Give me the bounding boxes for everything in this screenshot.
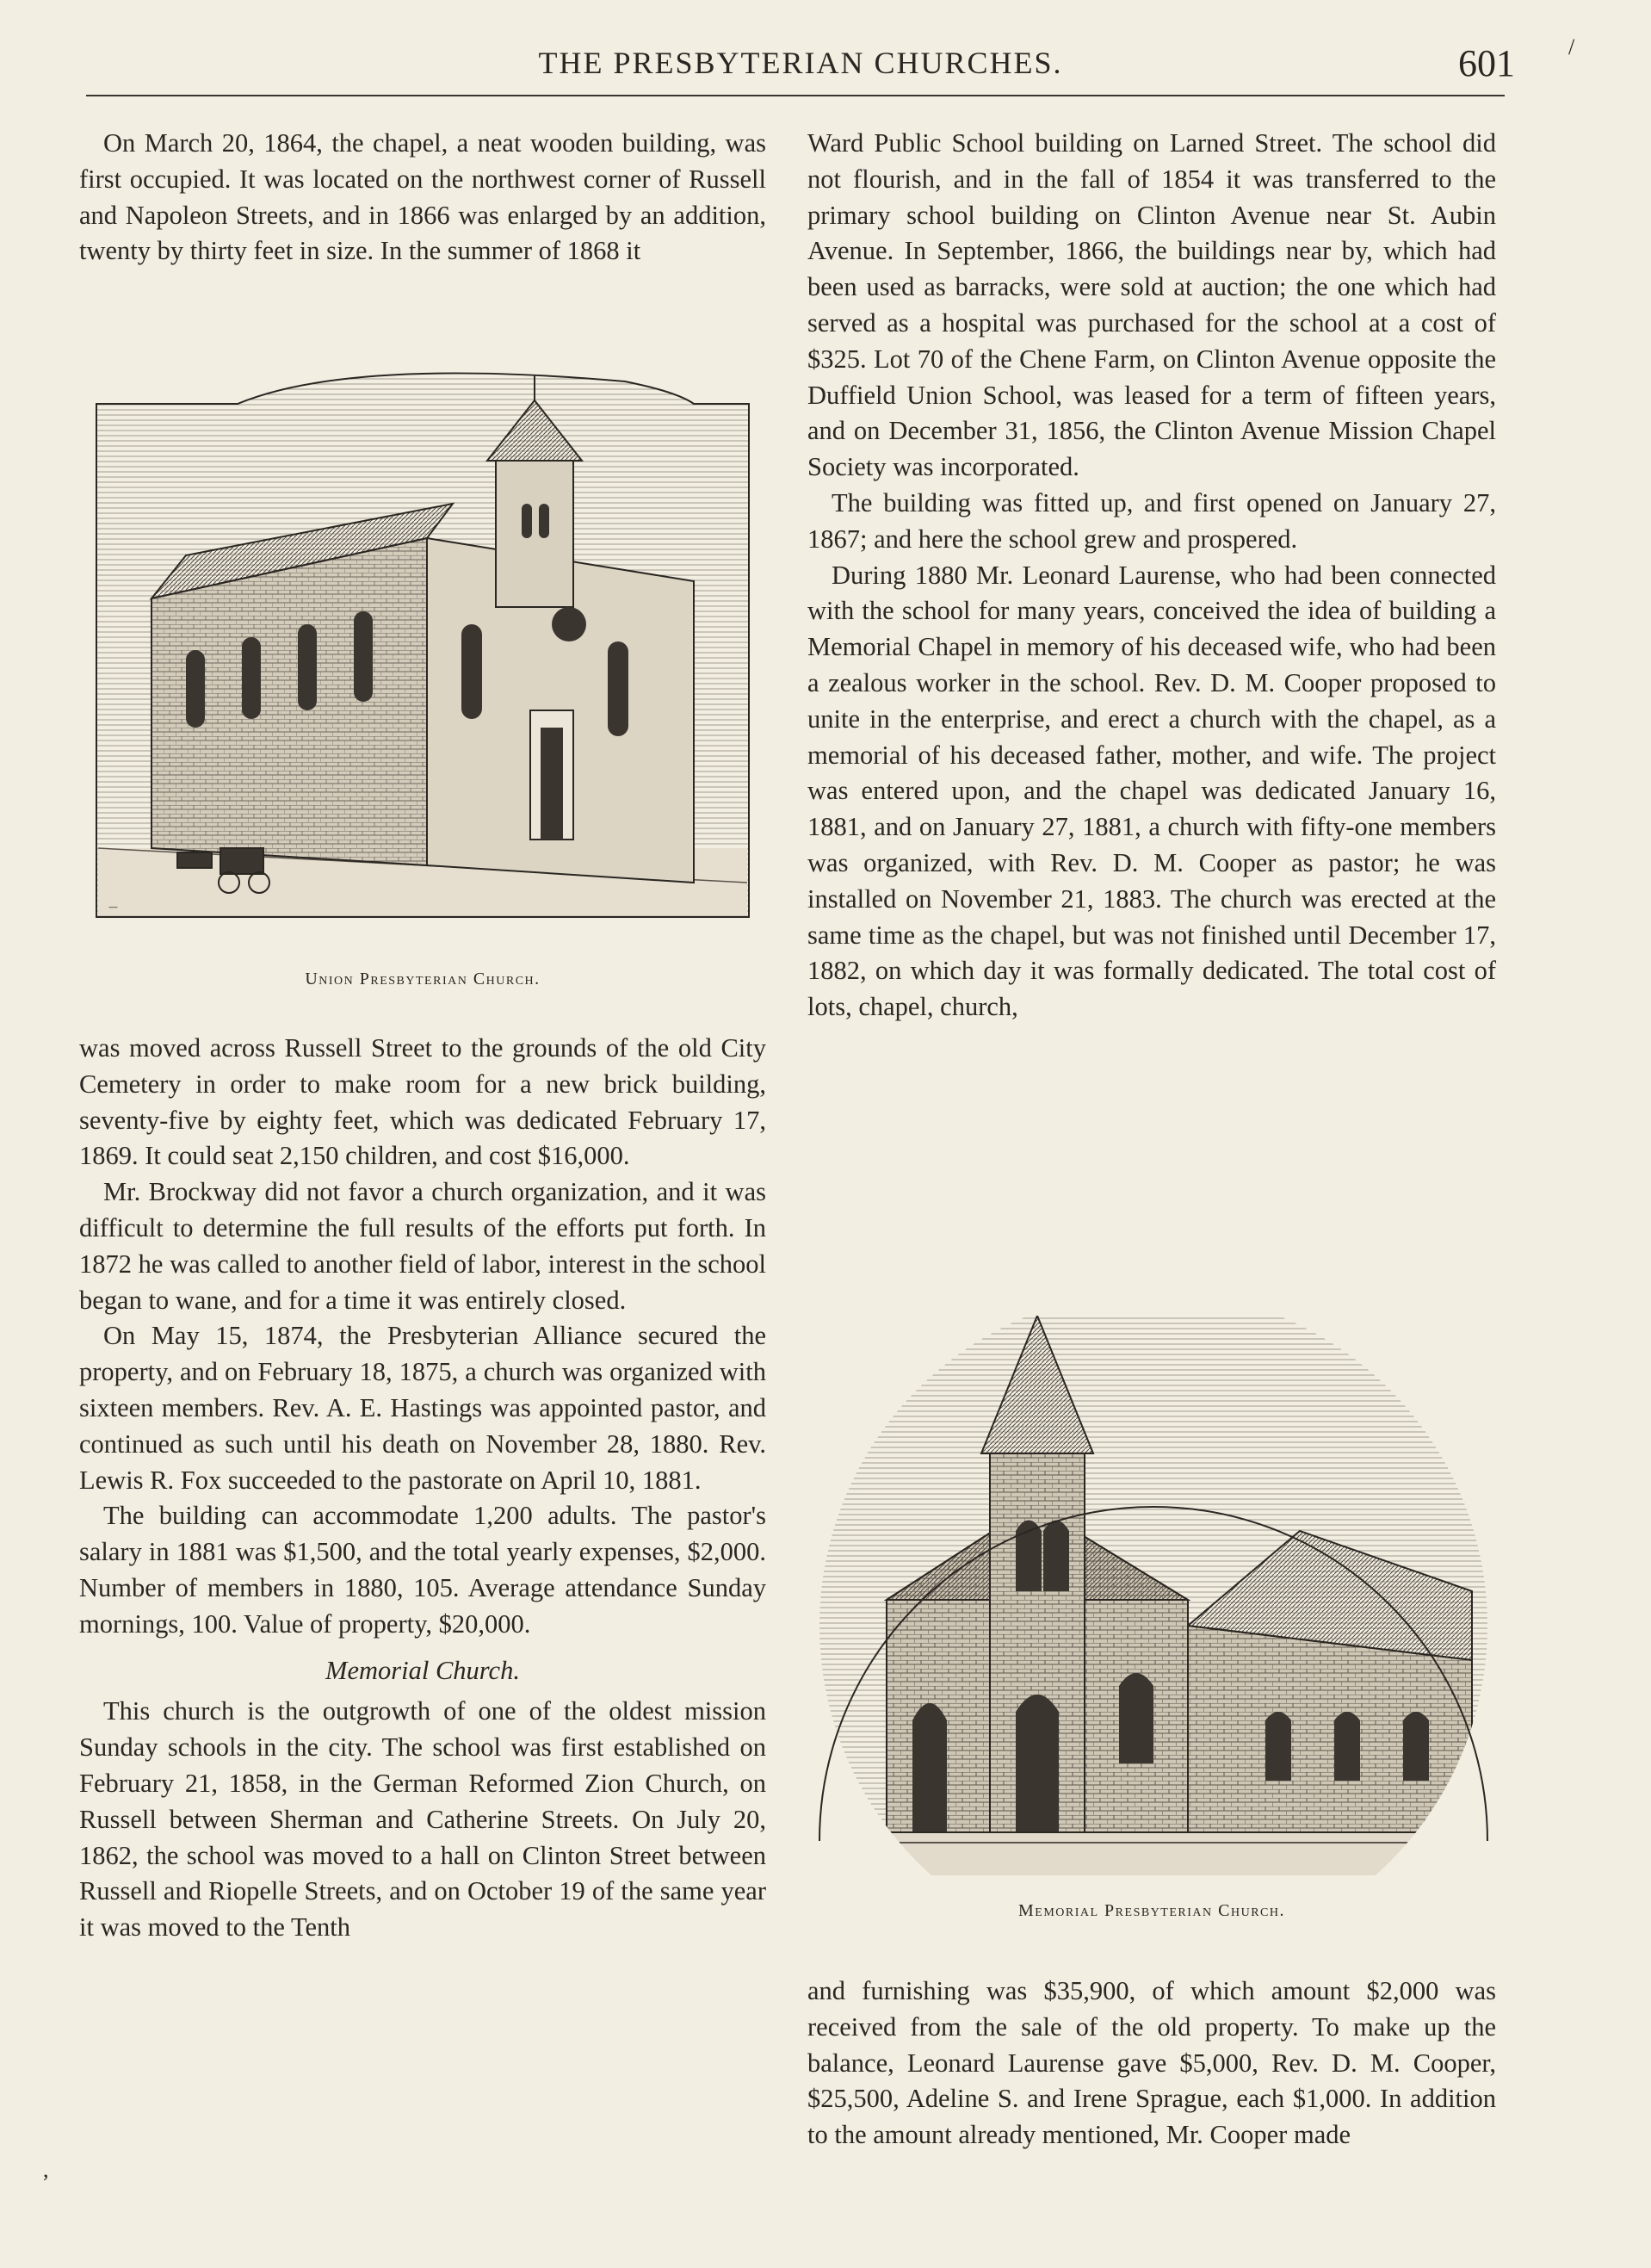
header-rule <box>86 95 1505 96</box>
margin-mark: / <box>1568 34 1575 59</box>
running-head: THE PRESBYTERIAN CHURCHES. <box>538 46 1063 80</box>
left-column-main <box>79 1031 766 1946</box>
paragraph: and furnishing was $35,900, of which amount $2,000 was received from the sale of the old property. To make up the balance, Leonard Laurense gave $5,000, Rev. D. M. Cooper, $25,500, Adeline S. and Irene Sprague, each $1,000. In addition to the amount already mentioned, Mr. Cooper made <box>807 1976 1496 2150</box>
paragraph: On March 20, 1864, the chapel, a neat wooden building, was first occupied. It was located on the northwest corner of Russell and Napoleon Streets, and in 1866 was enlarged by an addition, twenty by thirty feet in size. In the summer of 1868 it <box>79 128 766 266</box>
page-header <box>86 42 1515 96</box>
memorial-church-illustration <box>818 1316 1489 1875</box>
union-church-illustration <box>91 366 754 939</box>
page-number: 601 <box>1458 42 1515 84</box>
paragraph: During 1880 Mr. Leonard Laurense, who had been connected with the school for many years, conceived the idea of building a Memorial Chapel in memory of his deceased wife, who had been a zealous worker in the school. Rev. D. M. Cooper proposed to unite in the enterprise, and erect a church with the chapel, as a memorial of his deceased father, mother, and wife. The project was entered upon, and the chapel was dedicated January 16, 1881, and on January 27, 1881, a church with fifty-one members was organized, with Rev. D. M. Cooper as pastor; he was installed on November 21, 1883. The church was erected at the same time as the chapel, but was not finished until December 17, 1882, on which day it was formally dedicated. The total cost of lots, chapel, church, <box>807 560 1496 1022</box>
margin-mark: , <box>43 2157 49 2182</box>
memorial-church-caption: Memorial Presbyterian Church. <box>1018 1901 1285 1920</box>
union-church-caption: Union Presbyterian Church. <box>305 970 541 988</box>
paragraph: The building was fitted up, and first opened on January 27, 1867; and here the school grew and prospered. <box>807 487 1496 554</box>
section-subheading: Memorial Church. <box>325 1655 520 1685</box>
paragraph: The building can accommodate 1,200 adults. The pastor's salary in 1881 was $1,500, and the total yearly expenses, $2,000. Number of members in 1880, 105. Average attendance Sunday mornings, 100. Value of property, $20,000. <box>79 1501 766 1639</box>
paragraph: was moved across Russell Street to the grounds of the old City Cemetery in order to make room for a new brick building, seventy-five by eighty feet, which was dedicated February 17, 1869. It could seat 2,150 children, and cost $16,000. <box>79 1033 766 1171</box>
paragraph: On May 15, 1874, the Presbyterian Alliance secured the property, and on February 18, 1875, a church was organized with sixteen members. Rev. A. E. Hastings was appointed pastor, and continued as such until his death on November 28, 1880. Rev. Lewis R. Fox succeeded to the pastorate on April 10, 1881. <box>79 1321 766 1495</box>
right-column-bottom <box>807 1974 1496 2153</box>
paragraph: Mr. Brockway did not favor a church organization, and it was difficult to determine the full results of the efforts put forth. In 1872 he was called to another field of labor, interest in the school began to wane, and for a time it was entirely closed. <box>79 1177 766 1315</box>
paragraph: This church is the outgrowth of one of the oldest mission Sunday schools in the city. The school was first established on February 21, 1858, in the German Reformed Zion Church, on Russell between Sherman and Catherine Streets. On July 20, 1862, the school was moved to a hall on Clinton Street between Russell and Riopelle Streets, and on October 19 of the same year it was moved to the Tenth <box>79 1696 766 1943</box>
paragraph: Ward Public School building on Larned Street. The school did not flourish, and in the fall of 1854 it was transferred to the primary school building on Clinton Avenue near St. Aubin Avenue. In September, 1866, the buildings near by, which had been used as barracks, were sold at auction; the one which had served as a hospital was purchased for the school at a cost of $325. Lot 70 of the Chene Farm, on Clinton Avenue opposite the Duffield Union School, was leased for a term of fifteen years, and on December 31, 1856, the Clinton Avenue Mission Chapel Society was incorporated. <box>807 128 1496 482</box>
left-column-top <box>79 126 766 270</box>
right-column-top <box>807 126 1496 1026</box>
engraver-signature-left: — <box>108 902 118 913</box>
